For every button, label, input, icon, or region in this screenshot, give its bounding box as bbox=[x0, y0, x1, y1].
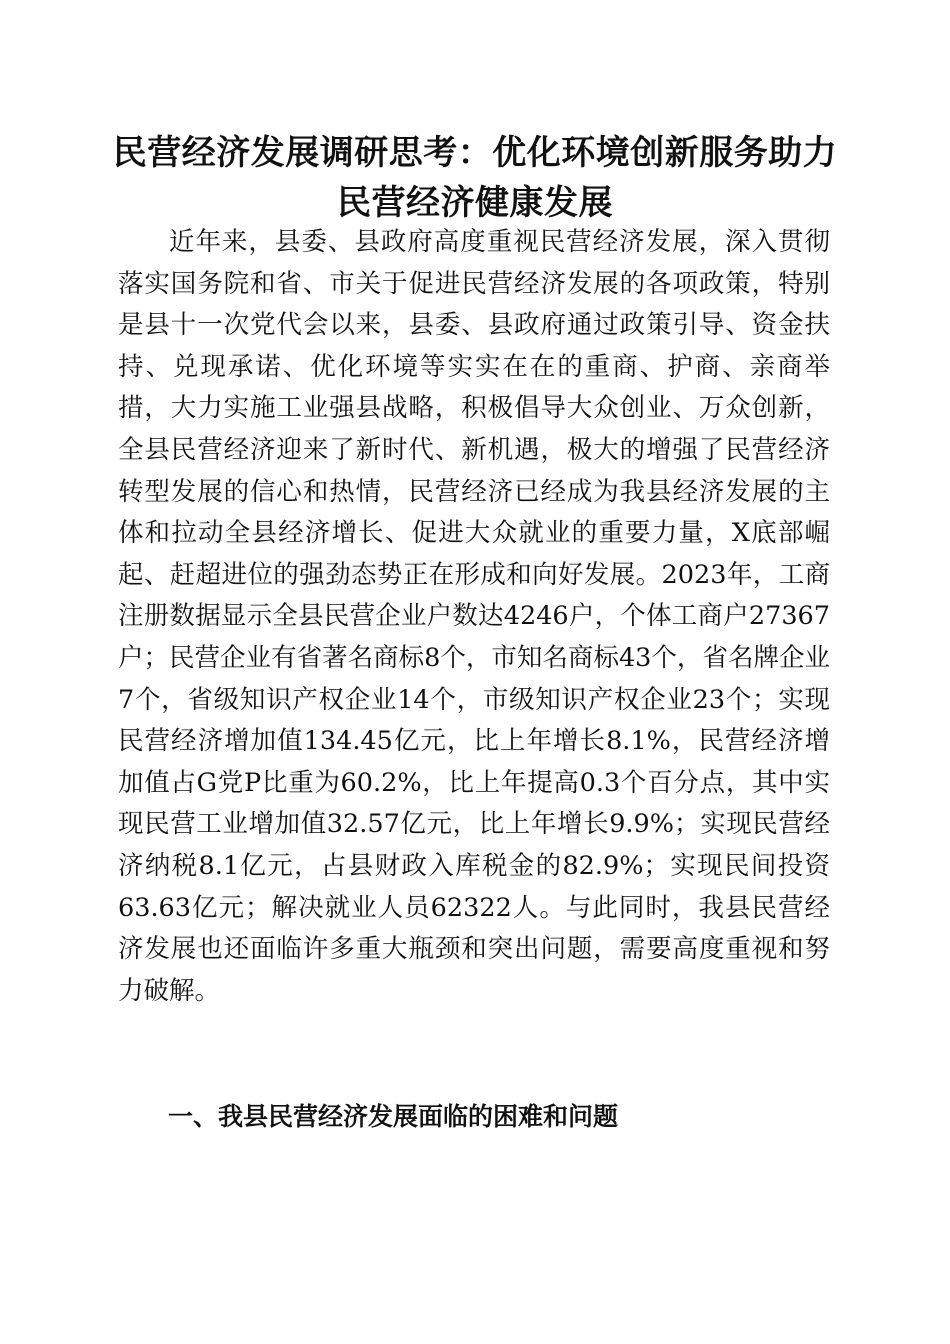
section-heading: 一、我县民营经济发展面临的困难和问题 bbox=[168, 1102, 619, 1131]
intro-paragraph: 近年来，县委、县政府高度重视民营经济发展，深入贯彻落实国务院和省、市关于促进民营经济发展的各项政策，特别是县十一次党代会以来，县委、县政府通过政策引导、资金扶持、兑现承诺、优化环境等实实在在的重商、护商、亲商举措，大力实施工业强县战略，积极倡导大众创业、万众创新，全县民营经济迎来了新时代、新机遇，极大的增强了民营经济转型发展的信心和热情，民营经济已经成为我县经济发展的主体和拉动全县经济增长、促进大众就业的重要力量，X底部崛起、赶超进位的强劲态势正在形成和向好发展。2023年，工商注册数据显示全县民营企业户数达4246户，个体工商户27367户；民营企业有省著名商标8个，市知名商标43个，省名牌企业7个，省级知识产权企业14个，市级知识产权企业23个；实现民营经济增加值134.45亿元，比上年增长8.1%，民营经济增加值占G党P比重为60.2%，比上年提高0.3个百分点，其中实现民营工业增加值32.57亿元，比上年增长9.9%；实现民营经济纳税8.1亿元，占县财政入库税金的82.9%；实现民间投资63.63亿元；解决就业人员62322人。与此同时，我县民营经济发展也还面临许多重大瓶颈和突出问题，需要高度重视和努力破解。 bbox=[118, 227, 830, 1006]
document-title: 民营经济发展调研思考：优化环境创新服务助力民营经济健康发展 bbox=[112, 133, 838, 223]
